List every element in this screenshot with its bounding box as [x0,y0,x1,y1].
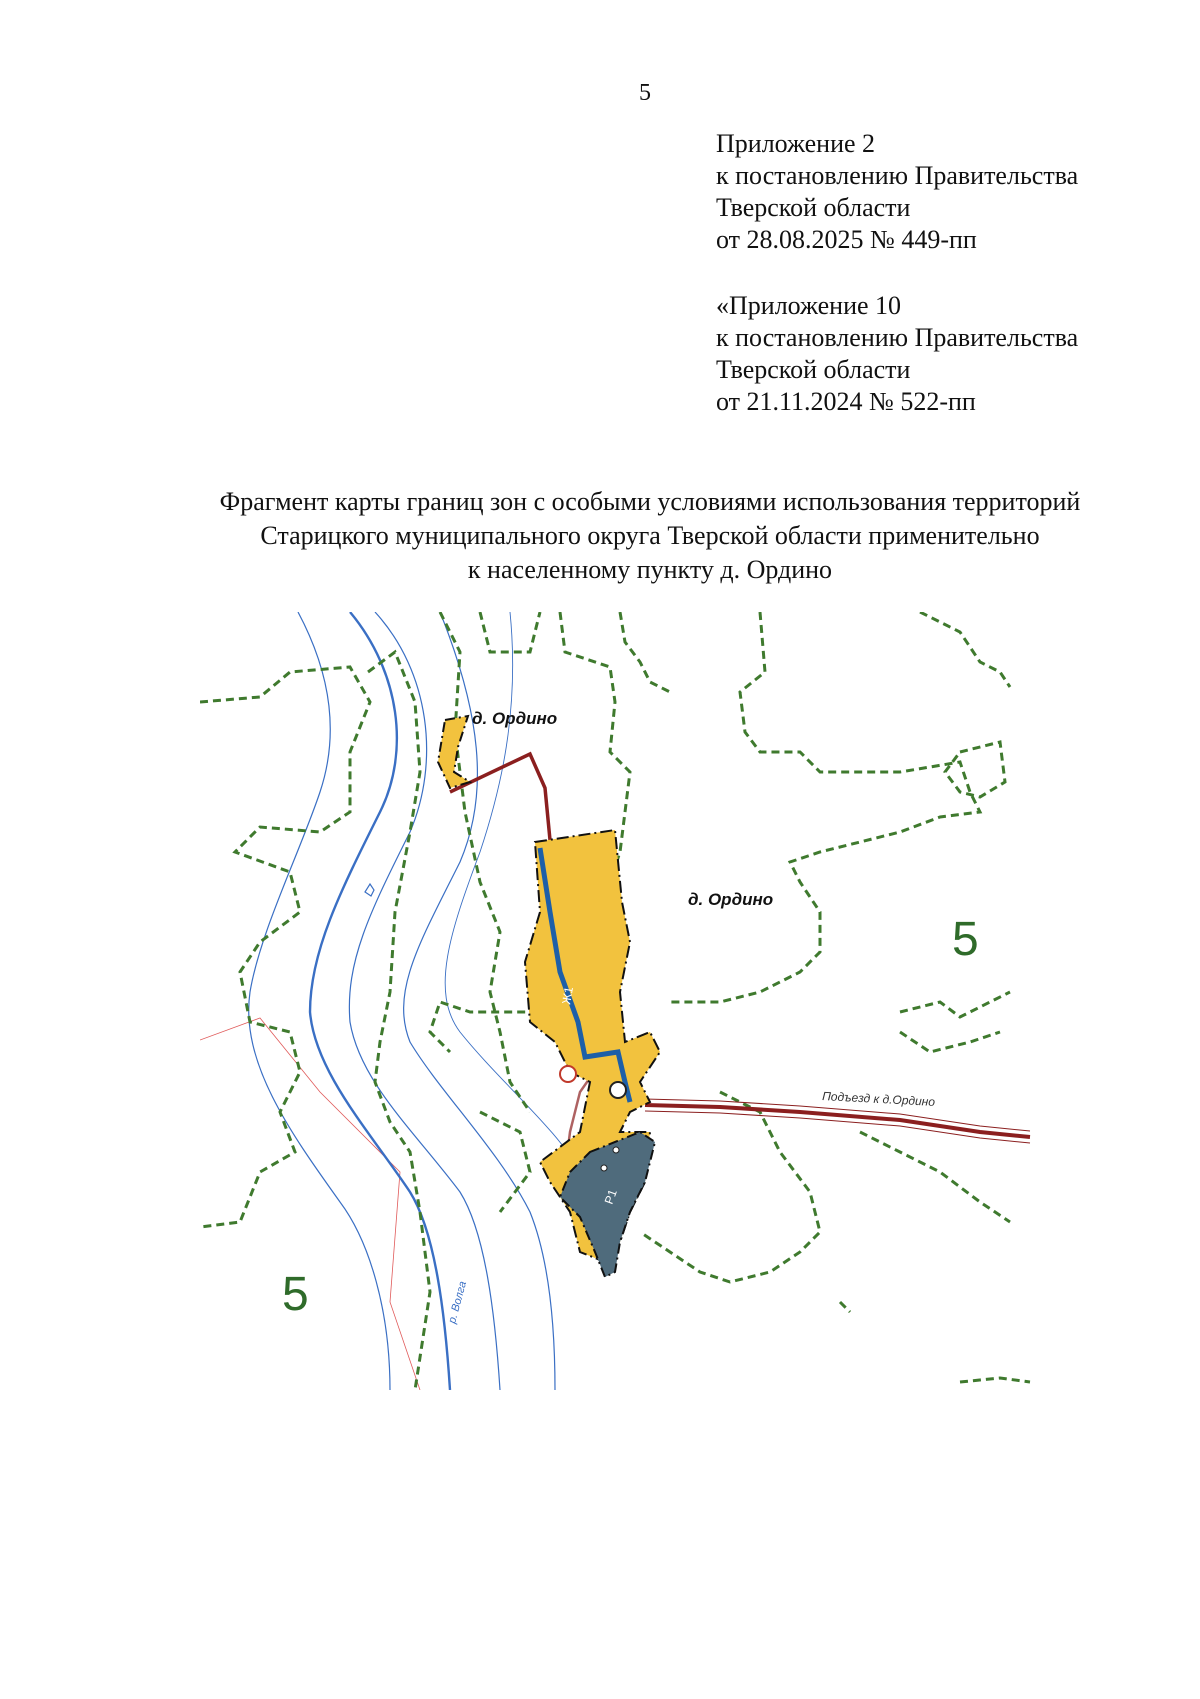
page-number: 5 [639,80,651,106]
label-village-north: д. Ордино [472,709,558,728]
map-title [150,485,1150,587]
label-zone-west: 5 [282,1268,309,1321]
label-zone-residential: Ж1 [559,985,577,1006]
appendix-10-line: от 21.11.2024 № 522-пп [716,387,976,416]
zone-map [200,612,1085,1390]
map-title-line: к населенному пункту д. Ордино [467,555,833,584]
appendix-10-line: Тверской области [716,355,911,384]
appendix-10-line: «Приложение 10 [716,291,902,320]
appendix-2-line: Тверской области [716,193,911,222]
label-road: Подъезд к д.Ордино [821,1089,936,1109]
label-zone-r1: Р1 [601,1187,620,1207]
appendix-10-block [716,290,1078,418]
map-title-line: Старицкого муниципального округа Тверской области применительно [260,521,1040,550]
label-zone-east: 5 [952,913,979,966]
settlement-north-polygon [438,716,470,788]
map-title-line: Фрагмент карты границ зон с особыми условиями использования территорий [219,487,1081,516]
appendix-2-line: к постановлению Правительства [716,161,1079,190]
label-village-main: д. Ордино [688,890,774,909]
appendix-2-block [716,128,1078,256]
appendix-2-line: Приложение 2 [716,129,876,158]
appendix-2-line: от 28.08.2025 № 449-пп [716,225,977,254]
appendix-10-line: к постановлению Правительства [716,323,1079,352]
label-river: р. Волга [446,1280,470,1325]
